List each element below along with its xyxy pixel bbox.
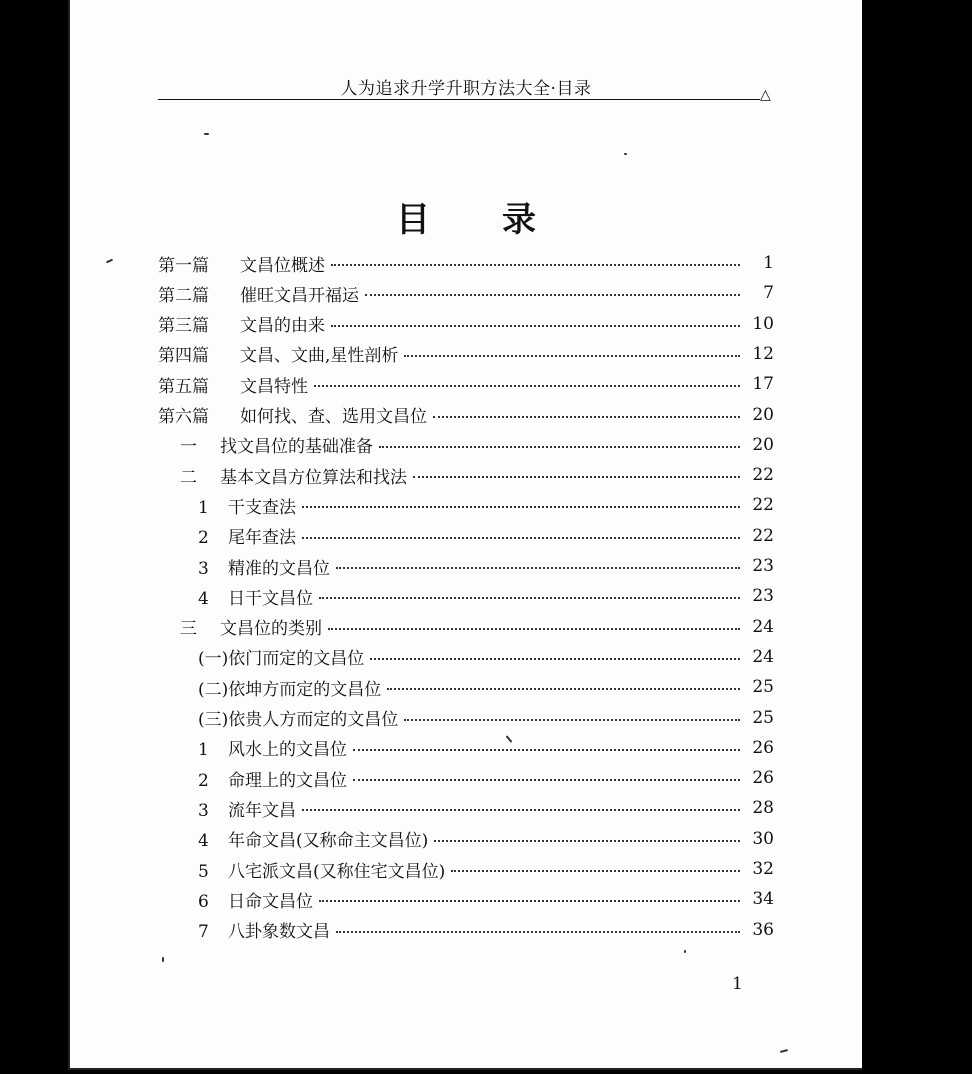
leader-dots xyxy=(365,294,740,296)
toc-entry-label xyxy=(198,675,387,700)
toc-entry-prefix: 第四篇 xyxy=(158,346,209,367)
toc-entry-prefix: 3 xyxy=(198,800,209,821)
toc-entry-title: 文昌位的类别 xyxy=(220,619,322,640)
scan-speck xyxy=(624,153,627,155)
toc-entry-prefix: 第二篇 xyxy=(158,285,209,306)
toc-entry-title: 文昌位概述 xyxy=(240,255,325,276)
toc-entry-page: 12 xyxy=(752,343,774,364)
toc-entry-title: 催旺文昌开福运 xyxy=(240,285,359,306)
scan-speck xyxy=(780,1049,788,1053)
toc-entry-label xyxy=(198,887,319,912)
toc-entry-label xyxy=(198,766,353,791)
toc-entry-page: 28 xyxy=(752,798,774,819)
toc-entry-prefix: 1 xyxy=(198,740,209,761)
toc-entry-prefix: 7 xyxy=(198,922,209,943)
toc-entry-label xyxy=(158,341,404,366)
toc-entry[interactable] xyxy=(158,339,774,369)
toc-entry-page: 36 xyxy=(752,919,774,940)
leader-dots xyxy=(353,749,740,751)
toc-entry-label xyxy=(198,584,319,609)
toc-entry-page: 26 xyxy=(752,768,774,789)
toc-entry-page: 20 xyxy=(752,404,774,425)
toc-entry-label xyxy=(158,311,331,336)
toc-entry-page: 20 xyxy=(752,434,774,455)
toc-entry[interactable] xyxy=(198,854,774,884)
leader-dots xyxy=(370,658,740,660)
toc-entry[interactable] xyxy=(198,915,774,945)
toc-entry-prefix: 1 xyxy=(198,497,209,518)
toc-entry[interactable] xyxy=(198,581,774,611)
leader-dots xyxy=(404,355,740,357)
leader-dots xyxy=(331,325,740,327)
toc-entry[interactable] xyxy=(158,400,774,430)
toc-entry-title: 尾年查法 xyxy=(228,528,296,549)
toc-entry-label xyxy=(158,251,331,276)
toc-entry-page: 26 xyxy=(752,737,774,758)
toc-entry[interactable] xyxy=(198,521,774,551)
toc-entry-title: 日干文昌位 xyxy=(228,588,313,609)
toc-entry-title: 文昌特性 xyxy=(240,376,308,397)
toc-entry-prefix: 6 xyxy=(198,891,209,912)
toc-entry[interactable] xyxy=(198,824,774,854)
page-number: 1 xyxy=(732,974,743,994)
toc-entry-title: 八宅派文昌(又称住宅文昌位) xyxy=(228,861,446,882)
toc-entry-label xyxy=(180,614,328,639)
toc-entry-page: 24 xyxy=(752,646,774,667)
toc-entry-page: 30 xyxy=(752,828,774,849)
leader-dots xyxy=(319,900,740,902)
toc-entry-prefix: 3 xyxy=(198,558,209,579)
toc-entry[interactable] xyxy=(198,642,774,672)
leader-dots xyxy=(353,779,740,781)
leader-dots xyxy=(379,446,740,448)
leader-dots xyxy=(336,931,740,933)
toc-entry-prefix: 第三篇 xyxy=(158,316,209,337)
toc-entry-page: 25 xyxy=(752,707,774,728)
toc-entry-label xyxy=(198,705,404,730)
toc-entry-title: 八卦象数文昌 xyxy=(228,922,330,943)
running-head: 人为追求升学升职方法大全·目录 xyxy=(340,79,592,99)
toc-entry-label xyxy=(198,644,370,669)
toc-entry-page: 22 xyxy=(752,525,774,546)
leader-dots xyxy=(302,506,740,508)
toc-entry-title: 文昌、文曲,星性剖析 xyxy=(240,346,399,367)
toc-entry[interactable] xyxy=(158,248,774,278)
toc-entry-label xyxy=(198,826,434,851)
toc-entry[interactable] xyxy=(158,309,774,339)
toc-entry-title: 日命文昌位 xyxy=(228,891,313,912)
toc-entry-title: (一)依门而定的文昌位 xyxy=(198,649,365,670)
toc-entry-label xyxy=(198,796,302,821)
toc-entry-label xyxy=(180,463,413,488)
toc-entry-title: 文昌的由来 xyxy=(240,316,325,337)
toc-entry-label xyxy=(198,554,336,579)
toc-entry[interactable] xyxy=(198,551,774,581)
toc-entry[interactable] xyxy=(180,612,774,642)
toc-entry-prefix: 一 xyxy=(180,437,197,458)
toc-entry-page: 1 xyxy=(763,253,774,273)
toc-entry-title: 流年文昌 xyxy=(228,800,296,821)
toc-entry-page: 32 xyxy=(752,859,774,879)
toc-entry-page: 10 xyxy=(752,313,774,334)
toc-entry-title: 年命文昌(又称命主文昌位) xyxy=(228,831,429,852)
toc-entry-title: 找文昌位的基础准备 xyxy=(220,437,373,458)
toc-entry-title: 风水上的文昌位 xyxy=(228,740,347,761)
leader-dots xyxy=(328,628,740,630)
toc-entry[interactable] xyxy=(198,763,774,793)
toc-title: 目录 xyxy=(396,200,608,240)
toc-entry-title: (三)依贵人方而定的文昌位 xyxy=(198,710,399,730)
toc-entry-page: 34 xyxy=(752,889,774,910)
toc-entry-label xyxy=(198,735,353,760)
toc-entry-title: 基本文昌方位算法和找法 xyxy=(220,467,407,488)
toc-entry-page: 17 xyxy=(752,374,774,395)
toc-entry[interactable] xyxy=(180,460,774,490)
triangle-mark-icon: △ xyxy=(760,87,771,103)
toc-entry-page: 23 xyxy=(752,556,774,576)
scan-speck xyxy=(162,957,164,962)
toc-entry[interactable] xyxy=(198,793,774,823)
toc-entry[interactable] xyxy=(180,430,774,460)
book-page xyxy=(68,0,862,1070)
scan-speck xyxy=(684,950,686,953)
toc-entry-prefix: 第五篇 xyxy=(158,376,209,397)
toc-entry[interactable] xyxy=(198,490,774,520)
toc-entry-title: (二)依坤方而定的文昌位 xyxy=(198,679,382,700)
toc-entry-prefix: 第一篇 xyxy=(158,255,209,276)
toc-entry-label xyxy=(198,917,336,942)
toc-entry[interactable] xyxy=(158,278,774,308)
leader-dots xyxy=(302,809,740,811)
toc-entry-prefix: 5 xyxy=(198,861,209,882)
leader-dots xyxy=(331,264,740,266)
toc-entry-page: 24 xyxy=(752,616,774,637)
toc-entry-label xyxy=(158,402,433,427)
leader-dots xyxy=(387,688,740,690)
leader-dots xyxy=(319,597,740,599)
toc-entry-label xyxy=(158,281,365,306)
toc-entry-label xyxy=(198,523,302,548)
leader-dots xyxy=(433,416,740,418)
scan-speck xyxy=(204,133,209,135)
toc-entry-prefix: 2 xyxy=(198,770,209,791)
leader-dots xyxy=(302,537,740,539)
toc-entry-prefix: 第六篇 xyxy=(158,407,209,427)
toc-entry-page: 25 xyxy=(752,677,774,698)
toc-entry-title: 如何找、查、选用文昌位 xyxy=(240,407,427,427)
toc-entry-label xyxy=(198,857,451,882)
toc-entry-prefix: 4 xyxy=(198,588,209,609)
toc-entry-prefix: 2 xyxy=(198,528,209,549)
leader-dots xyxy=(413,476,740,478)
toc-entry-prefix: 二 xyxy=(180,467,197,488)
toc-entry-label xyxy=(180,432,379,457)
toc-entry-label xyxy=(198,493,302,518)
toc-entry-page: 22 xyxy=(752,495,774,516)
leader-dots xyxy=(451,870,740,872)
toc-entry[interactable] xyxy=(198,884,774,914)
toc-entry[interactable] xyxy=(158,369,774,399)
toc-entry-prefix: 4 xyxy=(198,831,209,852)
toc-entry-title: 精准的文昌位 xyxy=(228,558,330,579)
toc-entry[interactable] xyxy=(198,672,774,702)
leader-dots xyxy=(434,840,740,842)
leader-dots xyxy=(336,567,740,569)
toc-entry[interactable] xyxy=(198,703,774,733)
toc-entry[interactable] xyxy=(198,733,774,763)
toc-entry-page: 23 xyxy=(752,586,774,607)
toc-entry-prefix: 三 xyxy=(180,619,197,640)
toc-entry-page: 7 xyxy=(763,283,774,304)
leader-dots xyxy=(404,719,740,721)
toc-entry-title: 命理上的文昌位 xyxy=(228,770,347,791)
toc-entry-title: 干支查法 xyxy=(228,497,296,518)
header-rule xyxy=(158,99,760,100)
toc-entry-page: 22 xyxy=(752,465,774,486)
toc-entry-label xyxy=(158,372,314,397)
leader-dots xyxy=(314,385,740,387)
